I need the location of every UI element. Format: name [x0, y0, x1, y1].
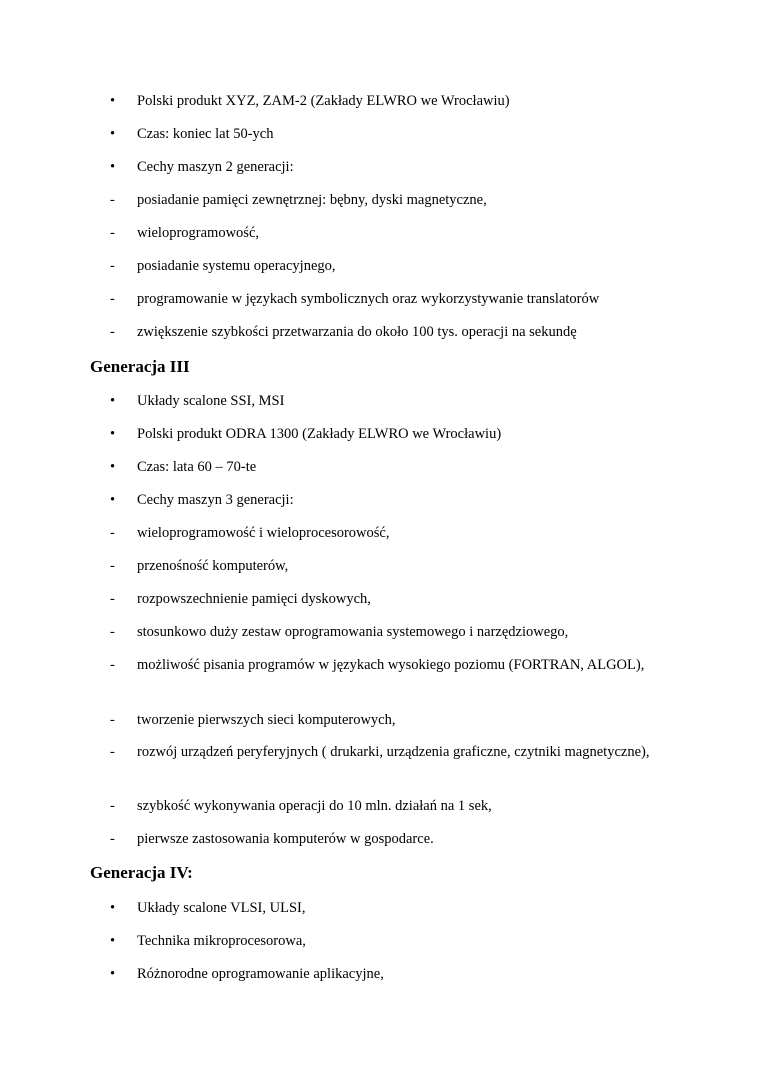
- list-item-text: stosunkowo duży zestaw oprogramowania systemowego i narzędziowego,: [137, 624, 569, 640]
- list-item: [110, 189, 670, 211]
- list-item-text: wieloprogramowość i wieloprocesorowość,: [137, 525, 390, 541]
- list-marker: •: [110, 966, 116, 982]
- list-item-text: rozwój urządzeń peryferyjnych ( drukarki, urządzenia graficzne, czytniki magnetyczne),: [137, 744, 650, 760]
- list-item-text: Polski produkt XYZ, ZAM-2 (Zakłady ELWRO we Wrocławiu): [137, 93, 510, 109]
- list-item-text: Technika mikroprocesorowa,: [137, 933, 306, 949]
- list-marker: -: [110, 525, 115, 541]
- list-marker: •: [110, 159, 116, 175]
- list-marker: -: [110, 624, 115, 640]
- list-marker: •: [110, 393, 116, 409]
- list-item-text: programowanie w językach symbolicznych oraz wykorzystywanie translatorów: [137, 291, 600, 307]
- list-marker: -: [110, 291, 115, 307]
- list-marker: -: [110, 192, 115, 208]
- list-item: [110, 654, 670, 676]
- list-item-text: Czas: lata 60 – 70-te: [137, 459, 257, 475]
- list-item: [110, 288, 670, 310]
- list-item: [110, 489, 670, 511]
- list-marker: -: [110, 657, 115, 673]
- list-item: [110, 588, 670, 610]
- list-item-text: Cechy maszyn 3 generacji:: [137, 492, 294, 508]
- list-marker: -: [110, 831, 115, 847]
- list-item-text: przenośność komputerów,: [137, 558, 289, 574]
- list-item: [110, 123, 670, 145]
- list-marker: -: [110, 591, 115, 607]
- list-item-text: szybkość wykonywania operacji do 10 mln. działań na 1 sek,: [137, 798, 492, 814]
- section-heading-gen3: Generacja III: [90, 357, 190, 376]
- list-item-text: wieloprogramowość,: [137, 225, 260, 241]
- list-item: [110, 321, 670, 343]
- list-item: [110, 255, 670, 277]
- list-item: [110, 222, 670, 244]
- list-item-text: pierwsze zastosowania komputerów w gospodarce.: [137, 831, 434, 847]
- list-marker: -: [110, 324, 115, 340]
- list-item: [110, 930, 670, 952]
- list-marker: •: [110, 126, 116, 142]
- list-item-text: posiadanie pamięci zewnętrznej: bębny, dyski magnetyczne,: [137, 192, 487, 208]
- list-item-text: Układy scalone VLSI, ULSI,: [137, 900, 306, 916]
- list-item: [110, 522, 670, 544]
- list-item: [110, 156, 670, 178]
- list-item: [110, 795, 670, 817]
- list-marker: •: [110, 900, 116, 916]
- list-marker: •: [110, 933, 116, 949]
- list-item: [110, 456, 670, 478]
- list-marker: -: [110, 258, 115, 274]
- list-marker: -: [110, 712, 115, 728]
- list-item: [110, 390, 670, 412]
- list-item: [110, 709, 670, 731]
- list-item-text: Cechy maszyn 2 generacji:: [137, 159, 294, 175]
- list-marker: -: [110, 225, 115, 241]
- list-item: [110, 897, 670, 919]
- list-item-text: Układy scalone SSI, MSI: [137, 393, 285, 409]
- list-marker: -: [110, 798, 115, 814]
- list-item: [110, 621, 670, 643]
- list-marker: •: [110, 426, 116, 442]
- list-item: [110, 828, 670, 850]
- list-marker: •: [110, 459, 116, 475]
- list-item-text: posiadanie systemu operacyjnego,: [137, 258, 336, 274]
- list-marker: •: [110, 93, 116, 109]
- list-item-text: tworzenie pierwszych sieci komputerowych,: [137, 712, 396, 728]
- list-item-text: rozpowszechnienie pamięci dyskowych,: [137, 591, 371, 607]
- list-item-text: Polski produkt ODRA 1300 (Zakłady ELWRO we Wrocławiu): [137, 426, 502, 442]
- list-marker: -: [110, 558, 115, 574]
- list-item: [110, 423, 670, 445]
- list-item: [110, 963, 670, 985]
- list-item-text: zwiększenie szybkości przetwarzania do około 100 tys. operacji na sekundę: [137, 324, 577, 340]
- list-item-text: możliwość pisania programów w językach wysokiego poziomu (FORTRAN, ALGOL),: [137, 657, 645, 673]
- list-item: [110, 555, 670, 577]
- list-item-text: Czas: koniec lat 50-ych: [137, 126, 274, 142]
- list-item-text: Różnorodne oprogramowanie aplikacyjne,: [137, 966, 384, 982]
- list-item: [110, 741, 670, 763]
- list-item: [110, 90, 670, 112]
- list-marker: -: [110, 744, 115, 760]
- list-marker: •: [110, 492, 116, 508]
- section-heading-gen4: Generacja IV:: [90, 863, 193, 882]
